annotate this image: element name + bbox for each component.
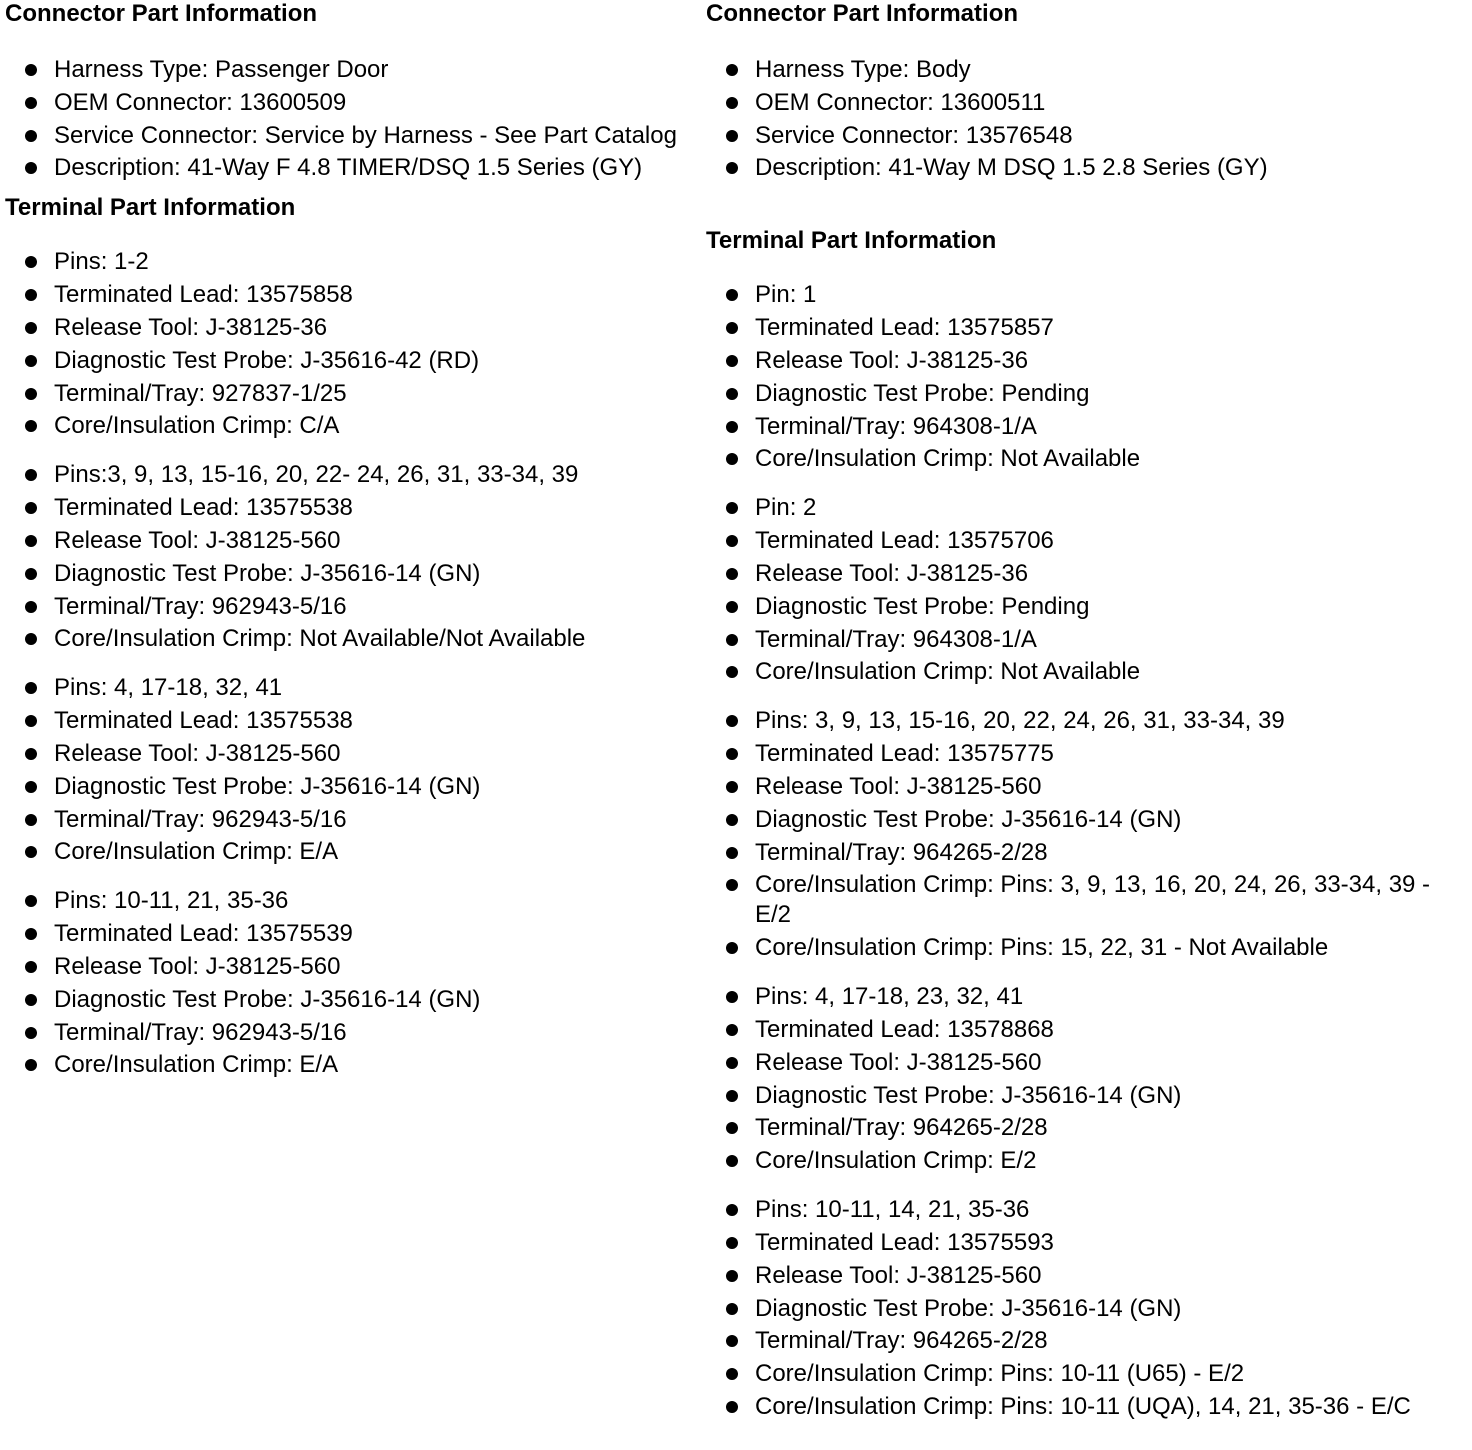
right-column xyxy=(706,0,1466,1425)
list-item: Harness Type: Passenger Door xyxy=(5,55,695,85)
terminal-group xyxy=(706,706,1466,963)
connector-list xyxy=(706,55,1466,183)
list-item: Description: 41-Way F 4.8 TIMER/DSQ 1.5 Series (GY) xyxy=(5,153,695,183)
list-item: Terminated Lead: 13575857 xyxy=(706,313,1466,343)
list-item: Core/Insulation Crimp: Pins: 10-11 (U65) - E/2 xyxy=(706,1359,1466,1389)
list-item: Terminated Lead: 13575706 xyxy=(706,526,1466,556)
list-item: Terminated Lead: 13575593 xyxy=(706,1228,1466,1258)
list-item: Diagnostic Test Probe: J-35616-14 (GN) xyxy=(5,559,695,589)
connector-list xyxy=(5,55,695,183)
connector-heading: Connector Part Information xyxy=(5,0,318,27)
list-item: Description: 41-Way M DSQ 1.5 2.8 Series (GY) xyxy=(706,153,1466,183)
terminal-group xyxy=(5,247,695,441)
terminal-heading: Terminal Part Information xyxy=(706,227,997,255)
list-item: Terminated Lead: 13578868 xyxy=(706,1015,1466,1045)
connector-heading: Connector Part Information xyxy=(706,0,1019,27)
list-item: Pins: 4, 17-18, 32, 41 xyxy=(5,673,695,703)
list-item: Terminal/Tray: 927837-1/25 xyxy=(5,379,695,409)
list-item: Diagnostic Test Probe: J-35616-14 (GN) xyxy=(706,1081,1466,1111)
list-item: Diagnostic Test Probe: Pending xyxy=(706,592,1466,622)
list-item: Core/Insulation Crimp: Not Available xyxy=(706,444,1466,474)
list-item: Release Tool: J-38125-560 xyxy=(5,952,695,982)
list-item: Terminated Lead: 13575539 xyxy=(5,919,695,949)
list-item: Terminated Lead: 13575775 xyxy=(706,739,1466,769)
list-item: Release Tool: J-38125-36 xyxy=(706,559,1466,589)
list-item: Release Tool: J-38125-560 xyxy=(706,1048,1466,1078)
list-item: Release Tool: J-38125-36 xyxy=(5,313,695,343)
terminal-group xyxy=(5,673,695,867)
terminal-group xyxy=(706,280,1466,474)
list-item: Core/Insulation Crimp: E/2 xyxy=(706,1146,1466,1176)
list-item: Terminal/Tray: 964308-1/A xyxy=(706,412,1466,442)
list-item: Terminated Lead: 13575538 xyxy=(5,706,695,736)
list-item: Release Tool: J-38125-560 xyxy=(706,772,1466,802)
list-item: Service Connector: Service by Harness - See Part Catalog xyxy=(5,121,695,151)
list-item: Terminal/Tray: 964308-1/A xyxy=(706,625,1466,655)
list-item: Release Tool: J-38125-560 xyxy=(5,739,695,769)
list-item: Core/Insulation Crimp: Pins: 15, 22, 31 - Not Available xyxy=(706,933,1466,963)
list-item: Core/Insulation Crimp: E/A xyxy=(5,837,695,867)
list-item: Terminated Lead: 13575858 xyxy=(5,280,695,310)
list-item: Core/Insulation Crimp: E/A xyxy=(5,1050,695,1080)
list-item: Pins: 4, 17-18, 23, 32, 41 xyxy=(706,982,1466,1012)
list-item: Harness Type: Body xyxy=(706,55,1466,85)
list-item: OEM Connector: 13600511 xyxy=(706,88,1466,118)
list-item: Core/Insulation Crimp: C/A xyxy=(5,411,695,441)
list-item: Pins: 3, 9, 13, 15-16, 20, 22, 24, 26, 31, 33-34, 39 xyxy=(706,706,1466,736)
list-item: Pins: 1-2 xyxy=(5,247,695,277)
list-item: Pin: 1 xyxy=(706,280,1466,310)
list-item: Release Tool: J-38125-560 xyxy=(706,1261,1466,1291)
list-item: Core/Insulation Crimp: Not Available xyxy=(706,657,1466,687)
list-item: Pins: 10-11, 21, 35-36 xyxy=(5,886,695,916)
list-item: OEM Connector: 13600509 xyxy=(5,88,695,118)
terminal-group xyxy=(5,886,695,1080)
terminal-group xyxy=(5,460,695,654)
list-item: Diagnostic Test Probe: J-35616-14 (GN) xyxy=(706,1294,1466,1324)
list-item: Pins:3, 9, 13, 15-16, 20, 22- 24, 26, 31, 33-34, 39 xyxy=(5,460,695,490)
list-item: Terminal/Tray: 964265-2/28 xyxy=(706,1113,1466,1143)
terminal-group xyxy=(706,982,1466,1176)
list-item: Diagnostic Test Probe: J-35616-42 (RD) xyxy=(5,346,695,376)
left-column xyxy=(5,0,695,1083)
terminal-group xyxy=(706,493,1466,687)
terminal-group xyxy=(706,1195,1466,1422)
list-item: Terminal/Tray: 964265-2/28 xyxy=(706,838,1466,868)
list-item: Terminal/Tray: 962943-5/16 xyxy=(5,1018,695,1048)
list-item: Pins: 10-11, 14, 21, 35-36 xyxy=(706,1195,1466,1225)
list-item: Core/Insulation Crimp: Pins: 10-11 (UQA), 14, 21, 35-36 - E/C xyxy=(706,1392,1466,1422)
list-item: Pin: 2 xyxy=(706,493,1466,523)
list-item: Service Connector: 13576548 xyxy=(706,121,1466,151)
list-item: Terminal/Tray: 962943-5/16 xyxy=(5,592,695,622)
list-item: Terminated Lead: 13575538 xyxy=(5,493,695,523)
list-item: Core/Insulation Crimp: Pins: 3, 9, 13, 16, 20, 24, 26, 33-34, 39 - E/2 xyxy=(706,870,1466,930)
list-item: Terminal/Tray: 964265-2/28 xyxy=(706,1326,1466,1356)
list-item: Release Tool: J-38125-36 xyxy=(706,346,1466,376)
list-item: Diagnostic Test Probe: J-35616-14 (GN) xyxy=(5,985,695,1015)
list-item: Diagnostic Test Probe: J-35616-14 (GN) xyxy=(706,805,1466,835)
list-item: Release Tool: J-38125-560 xyxy=(5,526,695,556)
list-item: Terminal/Tray: 962943-5/16 xyxy=(5,805,695,835)
terminal-heading: Terminal Part Information xyxy=(5,194,296,222)
list-item: Core/Insulation Crimp: Not Available/Not Available xyxy=(5,624,695,654)
list-item: Diagnostic Test Probe: J-35616-14 (GN) xyxy=(5,772,695,802)
list-item: Diagnostic Test Probe: Pending xyxy=(706,379,1466,409)
